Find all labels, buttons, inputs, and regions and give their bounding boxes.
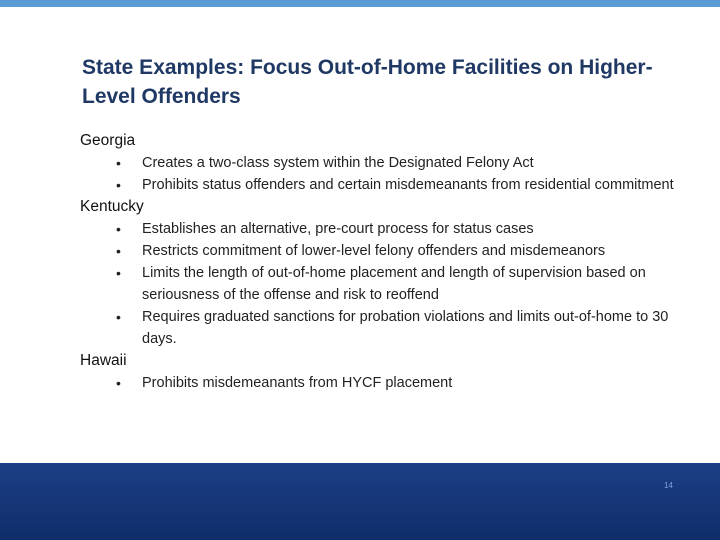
bullet-icon: • bbox=[116, 243, 121, 259]
section-hawaii bbox=[80, 350, 680, 394]
list-item bbox=[80, 218, 680, 240]
state-heading: Hawaii bbox=[80, 352, 127, 369]
list-item bbox=[80, 152, 680, 174]
slide-title: State Examples: Focus Out-of-Home Facilities on Higher-Level Offenders bbox=[82, 56, 653, 108]
page-number: 14 bbox=[664, 481, 673, 490]
bullet-icon: • bbox=[116, 375, 121, 391]
list-item-text: Establishes an alternative, pre-court process for status cases bbox=[142, 221, 534, 237]
list-item bbox=[80, 372, 680, 394]
state-heading: Kentucky bbox=[80, 198, 144, 215]
list-item-text: Prohibits status offenders and certain misdemeanants from residential commitment bbox=[142, 177, 674, 193]
bullet-icon: • bbox=[116, 155, 121, 171]
footer-bar bbox=[0, 463, 720, 540]
slide-content bbox=[80, 130, 680, 394]
state-heading: Georgia bbox=[80, 132, 136, 149]
list-item bbox=[80, 306, 680, 350]
list-item bbox=[80, 262, 680, 306]
bullet-icon: • bbox=[116, 265, 121, 281]
list-item-text: Restricts commitment of lower-level felony offenders and misdemeanors bbox=[142, 243, 606, 259]
bullet-icon: • bbox=[116, 221, 121, 237]
bullet-list bbox=[80, 372, 680, 394]
list-item-text: Creates a two-class system within the Designated Felony Act bbox=[142, 155, 534, 171]
section-kentucky bbox=[80, 196, 680, 350]
list-item bbox=[80, 174, 680, 196]
bullet-icon: • bbox=[116, 309, 121, 325]
bullet-list bbox=[80, 152, 680, 196]
list-item bbox=[80, 240, 680, 262]
bullet-icon: • bbox=[116, 177, 121, 193]
section-georgia bbox=[80, 130, 680, 196]
bullet-list bbox=[80, 218, 680, 350]
list-item-text: Prohibits misdemeanants from HYCF placement bbox=[142, 375, 453, 391]
top-accent-bar bbox=[0, 0, 720, 7]
list-item-text: Requires graduated sanctions for probation violations and limits out-of-home to 30 days. bbox=[142, 309, 669, 347]
list-item-text: Limits the length of out-of-home placement and length of supervision based on seriousness of the offense and risk to reoffend bbox=[142, 265, 646, 303]
